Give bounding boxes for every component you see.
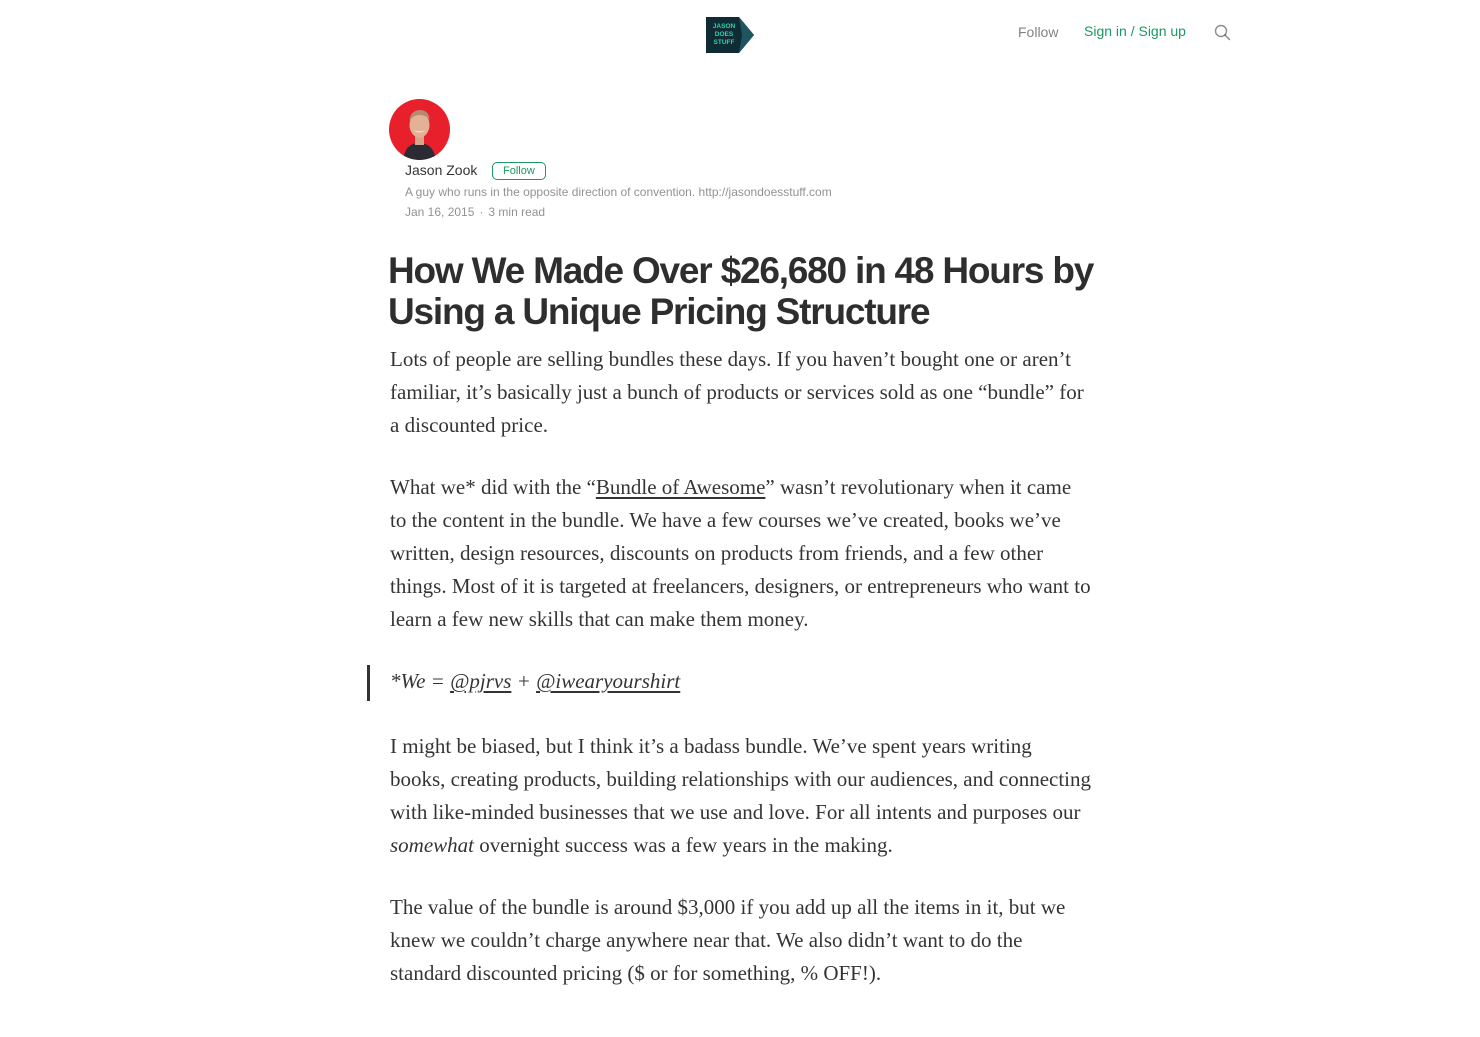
- logo-line-3: STUFF: [713, 39, 735, 46]
- paragraph-2-text-b: ” wasn’t revolutionary when it came to the content in the bundle. We have a few courses we’ve created, books we’ve written, design resources, discounts on products from friends, and a few other things. Most of it is targeted at freelancers, designers, or entrepreneurs who want to learn a few new skills that can make them money.: [390, 475, 1091, 631]
- article-title: How We Made Over $26,680 in 48 Hours by Using a Unique Pricing Structure: [388, 250, 1094, 332]
- pull-quote: [390, 665, 1092, 698]
- author-name-link[interactable]: Jason Zook: [405, 162, 478, 178]
- paragraph-1: Lots of people are selling bundles these days. If you haven’t bought one or aren’t familiar, it’s basically just a bunch of products or services sold as one “bundle” for a discounted price.: [390, 347, 1084, 437]
- quote-plus: +: [511, 669, 537, 693]
- paragraph-4: The value of the bundle is around $3,000 if you add up all the items in it, but we knew we couldn’t charge anywhere near that. We also didn’t want to do the standard discounted pricing ($ or for something, % OFF!).: [390, 895, 1066, 985]
- paragraph-2: [390, 471, 1092, 636]
- top-navigation: [0, 0, 1480, 70]
- iwearyourshirt-link[interactable]: @iwearyourshirt: [536, 669, 681, 693]
- meta-separator: ·: [479, 205, 484, 219]
- paragraph-2-text-a: What we* did with the “: [390, 475, 596, 499]
- article-body: [390, 343, 1092, 1019]
- post-date[interactable]: Jan 16, 2015: [405, 205, 475, 219]
- logo-line-1: JASON: [712, 23, 736, 30]
- author-portrait-icon: [389, 99, 450, 160]
- pjrvs-link[interactable]: @pjrvs: [450, 669, 512, 693]
- paragraph-3-emphasis: somewhat: [390, 833, 474, 857]
- author-avatar[interactable]: [389, 99, 450, 160]
- paragraph-3: [390, 730, 1092, 862]
- logo-badge-icon: [705, 16, 755, 54]
- search-icon[interactable]: [1213, 23, 1232, 42]
- paragraph-3-text-b: overnight success was a few years in the making.: [474, 833, 893, 857]
- bundle-of-awesome-link[interactable]: Bundle of Awesome: [595, 475, 766, 499]
- follow-publication-link[interactable]: Follow: [1018, 24, 1059, 40]
- post-meta: [405, 205, 545, 219]
- follow-author-button[interactable]: Follow: [492, 162, 546, 180]
- paragraph-3-text-a: I might be biased, but I think it’s a badass bundle. We’ve spent years writing books, creating products, building relationships with our audiences, and connecting with like-minded businesses that we use and love. For all intents and purposes our: [390, 734, 1092, 824]
- quote-prefix: *We =: [390, 669, 451, 693]
- quote-bar: [367, 665, 370, 701]
- read-time: 3 min read: [488, 205, 546, 219]
- publication-logo[interactable]: [705, 16, 755, 54]
- logo-line-2: DOES: [714, 31, 734, 38]
- sign-in-link[interactable]: Sign in / Sign up: [1084, 23, 1186, 39]
- author-bio: A guy who runs in the opposite direction of convention. http://jasondoesstuff.com: [405, 185, 832, 199]
